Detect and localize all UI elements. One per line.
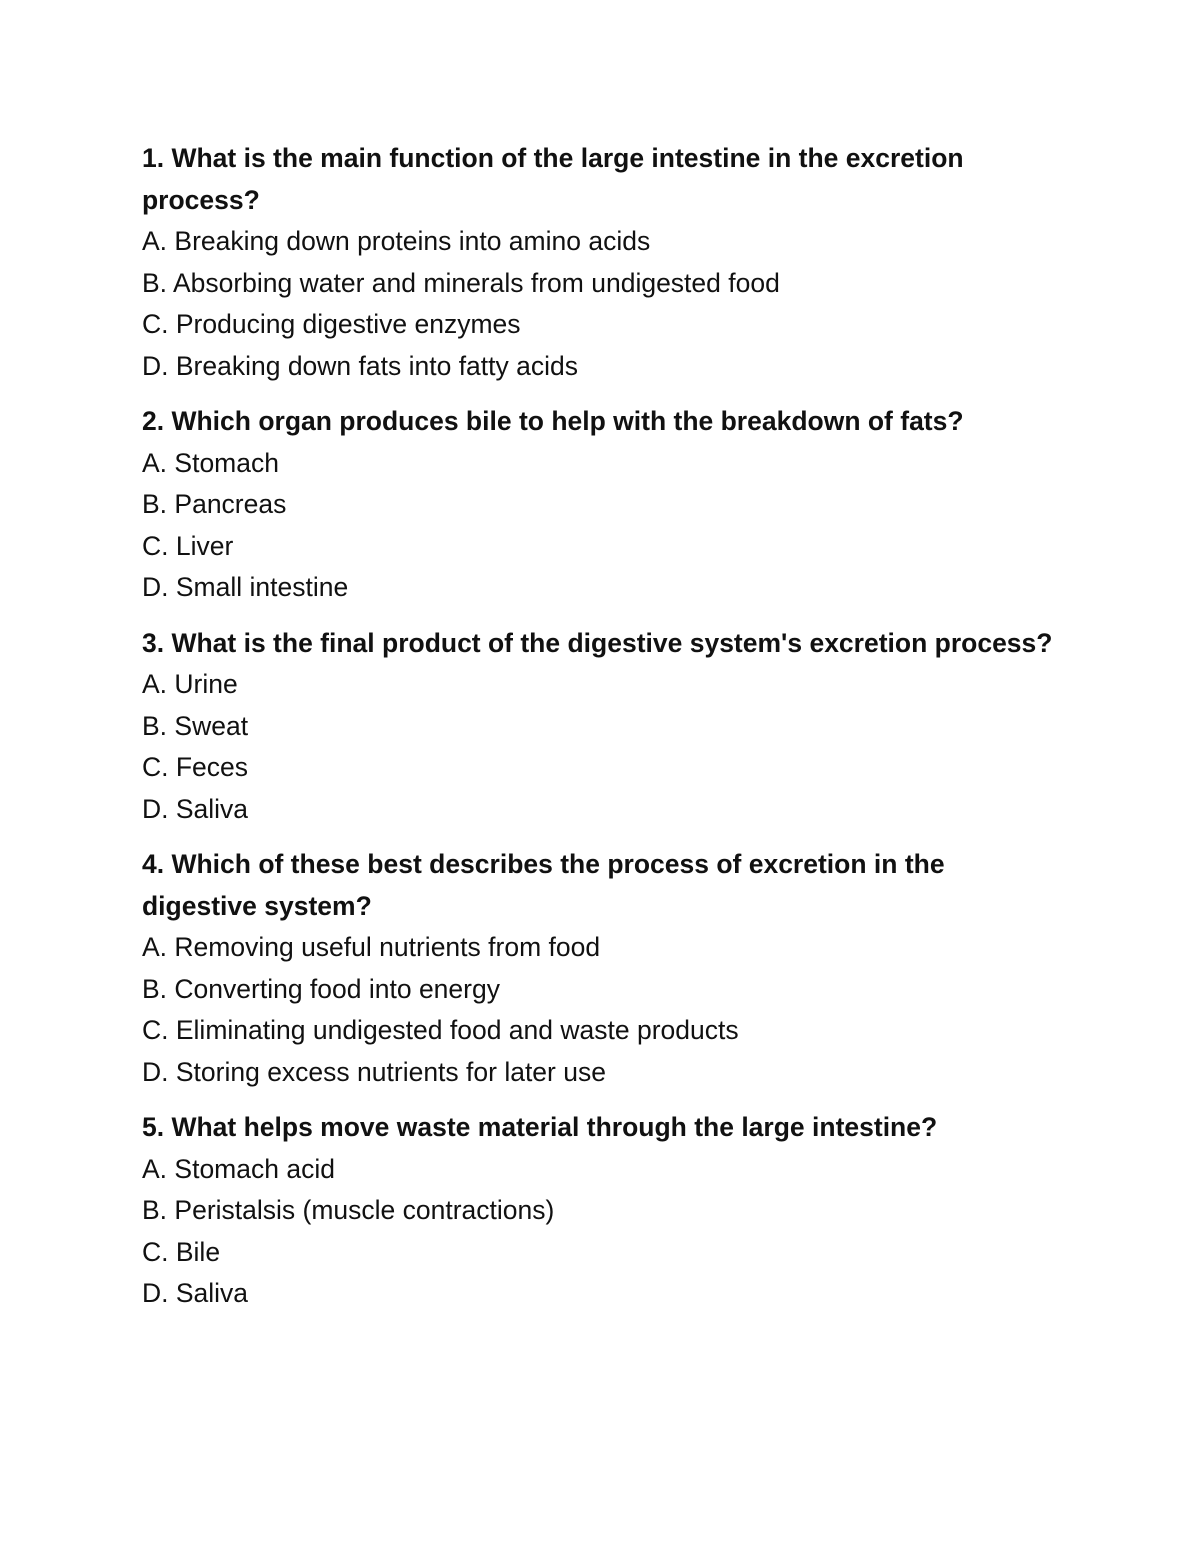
option-a: A. Removing useful nutrients from food: [142, 932, 601, 962]
option-c: C. Feces: [142, 752, 249, 782]
option-a: A. Breaking down proteins into amino acids: [142, 226, 651, 256]
option-b: B. Pancreas: [142, 489, 287, 519]
option-b: B. Sweat: [142, 710, 249, 741]
question-5: [142, 1107, 1142, 1315]
option-c: C. Eliminating undigested food and waste products: [142, 1015, 739, 1045]
option-b: B. Converting food into energy: [142, 973, 500, 1004]
question-text: 4. Which of these best describes the process of excretion in the digestive system?: [142, 849, 945, 921]
option-d: D. Storing excess nutrients for later use: [142, 1056, 606, 1087]
question-4: [142, 844, 1142, 1093]
quiz-document: [142, 138, 1142, 1329]
question-text: 3. What is the final product of the digestive system's excretion process?: [142, 627, 1053, 658]
question-text: 1. What is the main function of the large intestine in the excretion process?: [142, 143, 964, 215]
option-d: D. Saliva: [142, 793, 249, 824]
option-c: C. Bile: [142, 1236, 221, 1267]
option-list: [142, 1149, 1142, 1315]
option-d: D. Small intestine: [142, 572, 349, 602]
option-list: [142, 664, 1142, 830]
option-d: D. Saliva: [142, 1278, 249, 1308]
option-a: A. Stomach acid: [142, 1153, 335, 1184]
option-b: B. Peristalsis (muscle contractions): [142, 1195, 555, 1225]
question-3: [142, 623, 1142, 831]
question-2: [142, 401, 1142, 609]
question-1: [142, 138, 1142, 387]
option-c: C. Producing digestive enzymes: [142, 309, 521, 339]
option-d: D. Breaking down fats into fatty acids: [142, 350, 578, 381]
option-b: B. Absorbing water and minerals from undigested food: [142, 267, 780, 298]
option-list: [142, 221, 1142, 387]
option-a: A. Urine: [142, 669, 238, 699]
option-c: C. Liver: [142, 530, 234, 561]
question-text: 5. What helps move waste material through the large intestine?: [142, 1112, 938, 1142]
option-a: A. Stomach: [142, 447, 279, 478]
question-text: 2. Which organ produces bile to help with the breakdown of fats?: [142, 406, 964, 436]
option-list: [142, 927, 1142, 1093]
option-list: [142, 443, 1142, 609]
